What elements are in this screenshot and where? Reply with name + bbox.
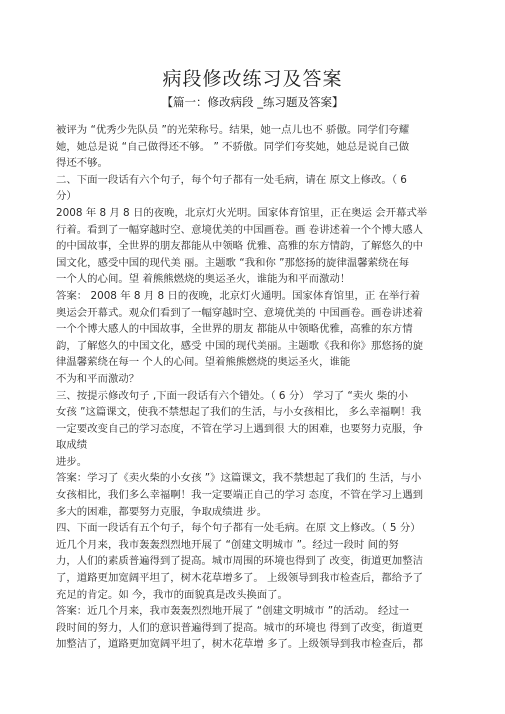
text-line: 分） (56, 190, 77, 203)
text-line: 女孩 ”这篇课文，使我不禁想起了我们的生活，与小女孩相比， 多么幸福啊！我 (56, 406, 422, 419)
text-line: 加整洁了，道路更加宽阔平坦了，树木花草增 多了。上级领导到我市检查后，都 (56, 638, 423, 651)
text-line: 近几个月来，我市轰轰烈烈地开展了 “创建文明城市 ”。经过一段时 间的努 (56, 538, 399, 551)
text-line: 被评为 “优秀少先队员 ”的光荣称号。结果，她一点儿也不 骄傲。同学们夸耀 (56, 124, 410, 136)
text-line: 四、下面一段话有五个句子，每个句子都有一处毛病。在原 文上修改。（ 5 分） (56, 522, 421, 535)
text-line: 律温馨萦绕在每一 个人的心间。望着熊熊燃烧的奥运圣火，谁能 (56, 356, 351, 369)
text-line: 女孩相比，我们多么幸福啊！我一定要端正自己的学习 态度，不管在学习上遇到 (56, 489, 423, 502)
document-body (56, 122, 460, 653)
text-line: 段时间的努力，人们的意识普遍得到了提高。城市的环境也 得到了改变，街道更 (56, 621, 423, 634)
text-line: 韵，了解悠久的中国文化，感受 中国的现代美丽。主题歌《我和你》那悠扬的旋 (56, 339, 423, 352)
text-line: 了，道路更加宽阔平坦了，树木花草增多了。 上级领导到我市检查后，都给予了 (56, 572, 423, 585)
page-subtitle: 【篇一：修改病段 _练习题及答案】 (161, 95, 344, 109)
text-line: 二、下面一段话有六个句子，每个句子都有一处毛病，请在 原文上修改。（ 6 (56, 173, 407, 186)
text-line: 她，她总是说 “自己做得还不够。 ” 不骄傲。同学们夸奖她，她总是说自己做 (56, 140, 410, 153)
text-line: 取成绩 (56, 439, 88, 452)
text-line: 得还不够。 (56, 157, 108, 170)
text-line: 行着。看到了一幅穿越时空、意境优美的中国画卷。画 卷讲述着一个个博大感人 (56, 223, 423, 236)
text-line: 2008 年 8 月 8 日的夜晚，北京灯火光明。国家体育馆里，正在奥运 会开幕式举 (56, 206, 428, 219)
text-line: 答案：近几个月来，我市轰轰烈烈地开展了 “创建文明城市 ”的活动。 经过一 (56, 605, 410, 618)
text-line: 多大的困难，都要努力克服，争取成绩进 步。 (56, 505, 268, 518)
text-line: 进步。 (56, 455, 88, 468)
text-line: 奥运会开幕式。观众们看到了一幅穿越时空、意境优美的 中国画卷。画卷讲述着 (56, 306, 423, 319)
text-line: 答案： 2008 年 8 月 8 日的夜晚，北京灯火通明。国家体育馆里，正 在举行着 (56, 289, 421, 302)
text-line: 一个人的心间。望 着熊熊燃烧的奥运圣火，谁能为和平而激动！ (56, 273, 351, 286)
text-line: 一定要改变自己的学习态度，不管在学习上遇到很 大的困难，也要努力克服，争 (56, 422, 423, 435)
text-line: 答案：学习了《卖火柴的小女孩 ”》这篇课文，我不禁想起了我们的 生活，与小 (56, 472, 422, 485)
text-line: 国文化，感受中国的现代美 丽。主题歌 “我和你 ”那悠扬的旋律温馨萦绕在每 (56, 256, 410, 269)
text-line: 充足的肯定。如 今，我市的面貌真是改头换面了。 (56, 588, 288, 601)
text-line: 一个个博大感人的中国故事，全世界的朋友 都能从中领略优雅，高雅的东方情 (56, 323, 413, 336)
text-line: 不为和平而激动？ (56, 372, 140, 385)
text-line: 三、按提示修改句子 ,下面一段话有六个错处。（ 6 分） 学习了 “卖火 柴的小 (56, 389, 409, 402)
text-line: 的中国故事，全世界的朋友都能从中领略 优雅、高雅的东方情韵，了解悠久的中 (56, 240, 423, 253)
page-title: 病段修改练习及答案 (162, 68, 343, 90)
text-line: 力，人们的素质普遍得到了提高。城市周围的环境也得到了 改变，街道更加整洁 (56, 555, 423, 568)
